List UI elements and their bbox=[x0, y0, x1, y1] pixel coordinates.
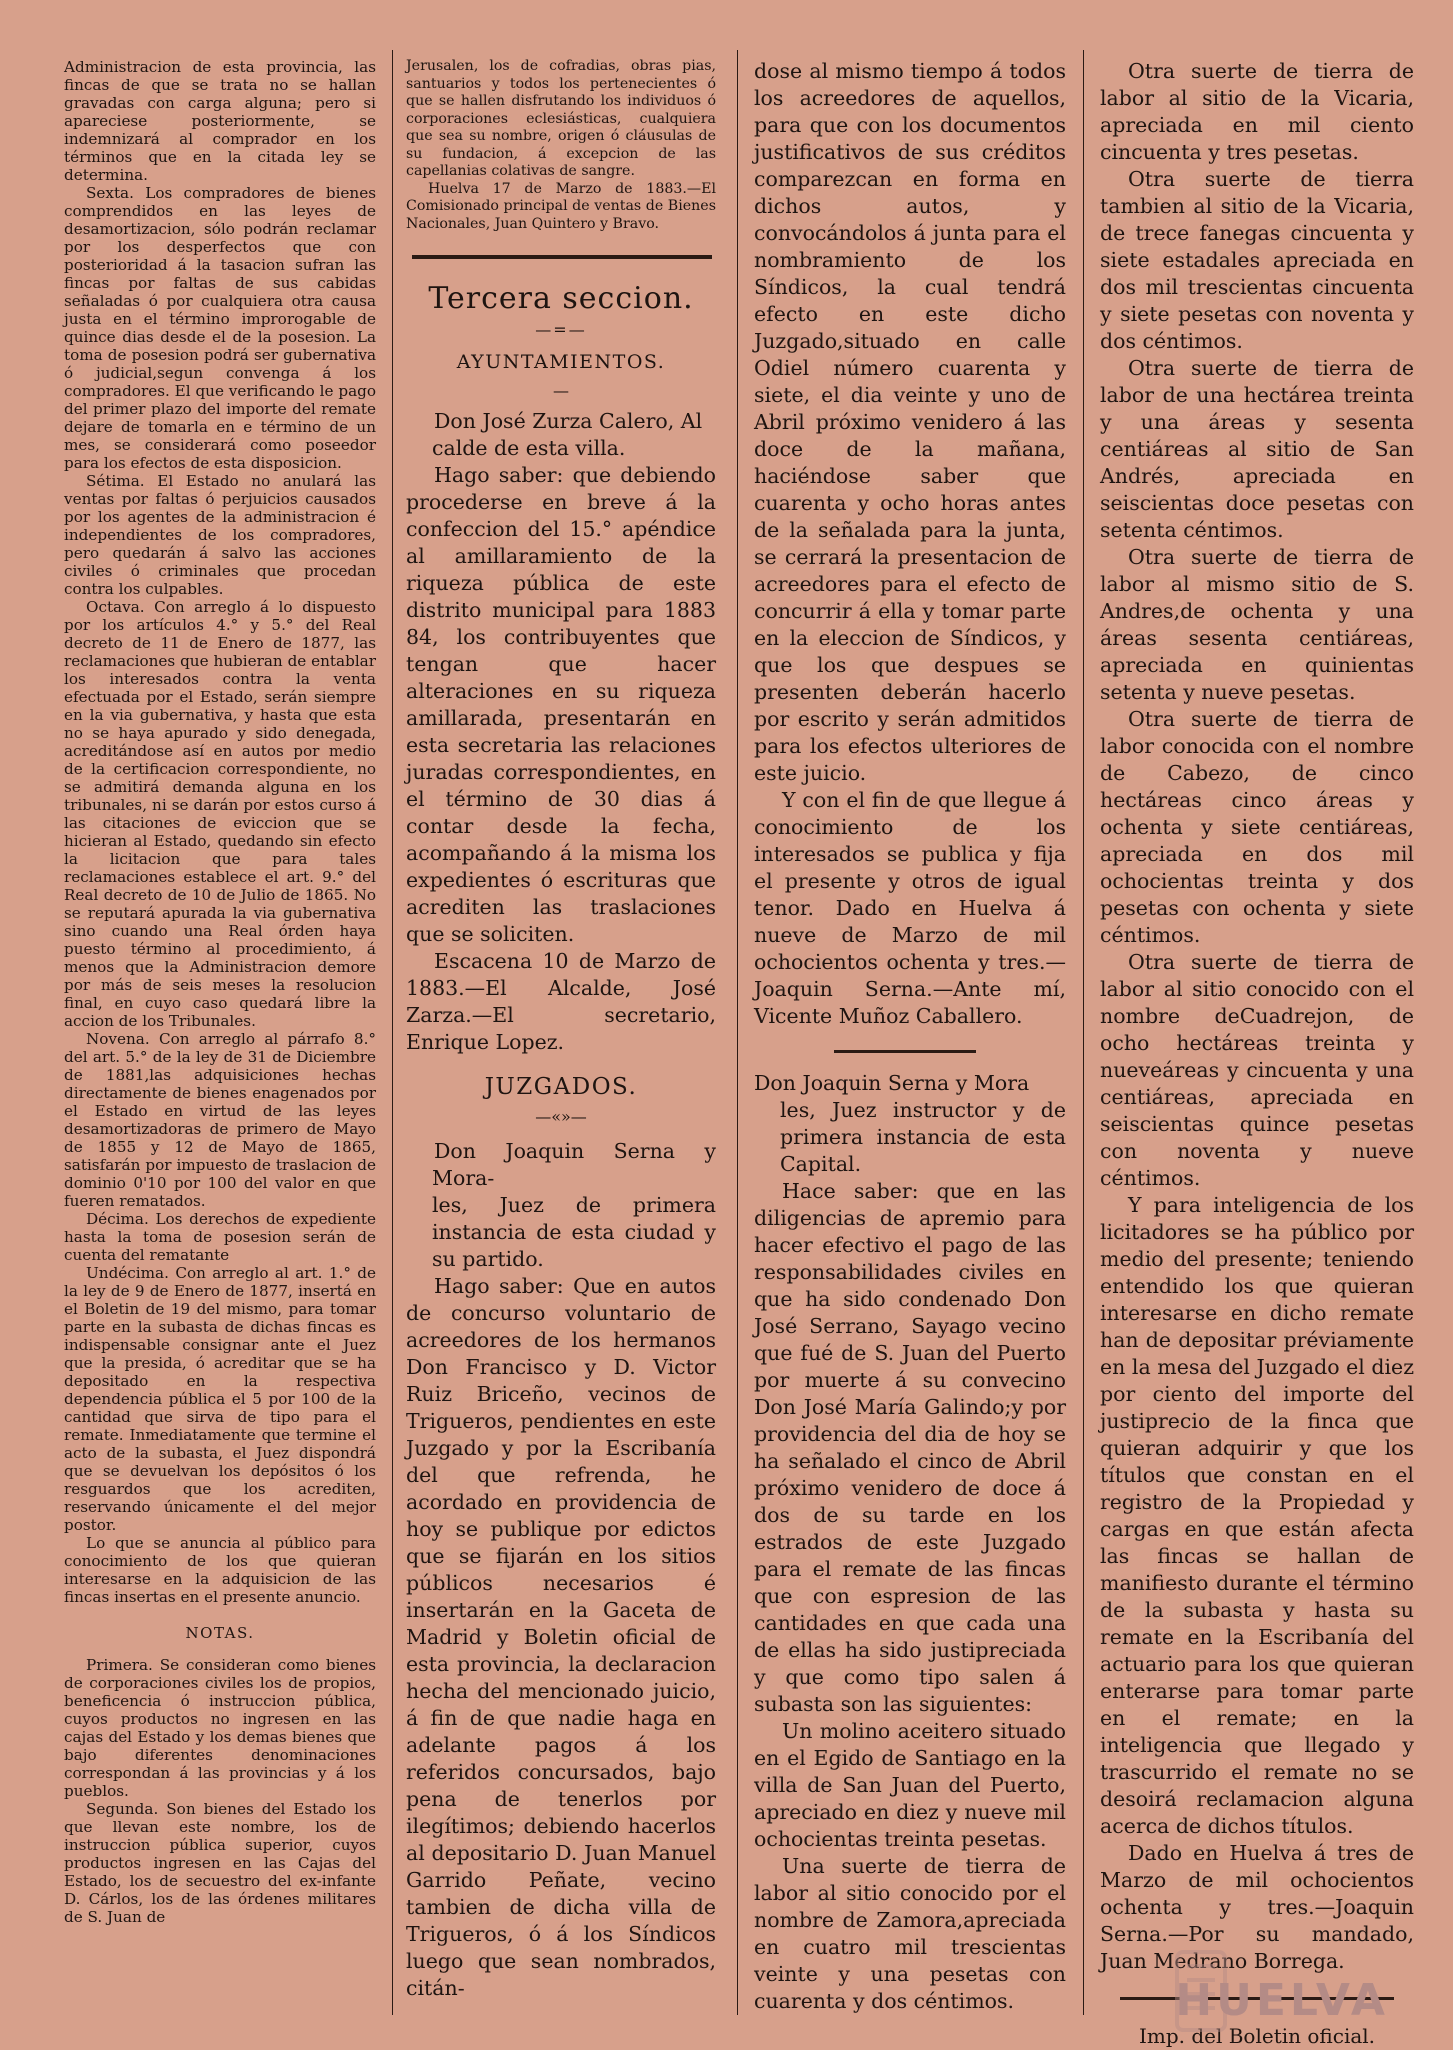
juzgado-header bbox=[754, 1070, 1066, 1178]
paragraph: Y para inteligencia de los licitadores se ha público por medio del presente; teniendo entendido los que quieran interesarse en dicho remate han de depositar préviamente en la mesa del Juzgado el diez por ciento del importe del justiprecio de la finca que quieran adquirir y que los títulos que constan en el registro de la Propiedad y cargas en que están afecta las fincas se hallan de manifiesto durante el término de la subasta y hasta su remate en la Escribanía del actuario para los que quieran enterarse para tomar parte en el remate; en la inteligencia que llegado y trascurrido el remate no se desoirá reclamacion alguna acerca de dichos títulos. bbox=[1100, 1193, 1414, 1838]
juzgados-heading: JUZGADOS. bbox=[484, 1074, 638, 1100]
paragraph-anuncio: Lo que se anuncia al público para conocimiento de los que quieran interesarse en la adquisicion de las fincas insertas en el presente anuncio. bbox=[64, 1534, 376, 1606]
paragraph: Otra suerte de tierra tambien al sitio de la Vicaria, de trece fanegas cincuenta y siete estadales apreciada en dos mil trescientas cincuenta y siete pesetas con noventa y dos céntimos. bbox=[1100, 167, 1414, 353]
paragraph: dose al mismo tiempo á todos los acreedores de aquellos, para que con los documentos justificativos de sus créditos comparezcan en forma en dichos autos, y convocándolos á junta para el nombramiento de los Síndicos, la cual tendrá efecto en este dicho Juzgado,situado en calle Odiel número cuarenta y siete, el dia veinte y uno de Abril próximo venidero á las doce de la mañana, haciéndose saber que cuarenta y ocho horas antes de la señalada para la junta, se cerrará la presentacion de acreedores para el efecto de concurrir á ella y tomar parte en la eleccion de Síndicos, y que los que despues se presenten deberán hacerlo por escrito y serán admitidos para los efectos ulteriores de este juicio. bbox=[754, 59, 1066, 785]
paragraph-setima: Sétima. El Estado no anulará las ventas por faltas ó perjuicios causados por los agentes de la administracion é independientes de los compradores, pero quedarán á salvo las acciones civiles ó criminales que procedan contra los culpables. bbox=[64, 472, 376, 598]
notas-heading: NOTAS. bbox=[185, 1624, 255, 1642]
paragraph-undecima: Undécima. Con arreglo al art. 1.° de la ley de 9 de Enero de 1877, insertá en el Boletin de 19 del mismo, para tomar parte en la subasta de dichas fincas es indispensable consignar ante el Juez que la presida, ó acreditar que se ha depositado en la respectiva dependencia pública el 5 por 100 de la cantidad que sirva de tipo para el remate. Inmediatamente que termine el acto de la subasta, el Juez dispondrá que se devuelvan los depósitos ó los resguardos que los acrediten, reservando únicamente el del mejor postor. bbox=[64, 1264, 376, 1534]
paragraph: Jerusalen, los de cofradias, obras pias, santuarios y todos los pertenecientes ó que se hallen disfrutando los individuos ó corporaciones eclesiásticas, cualquiera que sea su nombre, origen ó cláusulas de su fundacion, á excepcion de las capellanias colativas de sangre. bbox=[406, 58, 716, 179]
watermark-text: HUELVA bbox=[1175, 1975, 1389, 2026]
paragraph: Hago saber: Que en autos de concurso voluntario de acreedores de los hermanos Don Francisco y D. Victor Ruiz Briceño, vecinos de Trigueros, pendientes en este Juzgado y por la Escribanía del que refrenda, he acordado en providencia de hoy se publique por edictos que se fijarán en los sitios públicos necesarios é insertarán en la Gaceta de Madrid y Boletin oficial de esta provincia, la declaracion hecha del mencionado juicio, á fin de que nadie haga en adelante pagos á los referidos concursados, bajo pena de tenerlos por ilegítimos; debiendo hacerlos al depositario D. Juan Manuel Garrido Peñate, vecino tambien de dicha villa de Trigueros, ó á los Síndicos luego que sean nombrados, citán- bbox=[406, 1274, 716, 2000]
colophon: Imp. del Boletin oficial. bbox=[1138, 2024, 1376, 2048]
paragraph: Administracion de esta provincia, las fincas de que se trata no se hallan gravadas con carga alguna; pero si apareciese posteriormente, se indemnizará al comprador en los términos que en la citada ley se determina. bbox=[64, 58, 376, 184]
paragraph-decima: Décima. Los derechos de expediente hasta la toma de posesion serán de cuenta del rematante bbox=[64, 1210, 376, 1264]
paragraph: Hago saber: que debiendo procederse en breve á la confeccion del 15.° apéndice al amillaramiento de la riqueza pública de este distrito municipal para 1883 84, los contribuyentes que tengan que hacer alteraciones en su riqueza amillarada, presentarán en esta secretaria las relaciones juradas correspondientes, en el término de 30 dias á contar desde la fecha, acompañando á la misma los expedientes ó escrituras que acrediten las traslaciones que se soliciten. bbox=[406, 463, 716, 946]
column-divider bbox=[1083, 50, 1084, 2015]
paragraph: Un molino aceitero situado en el Egido de Santiago en la villa de San Juan del Puerto, apreciado en diez y nueve mil ochocientas treinta pesetas. bbox=[754, 1719, 1066, 1851]
paragraph: Otra suerte de tierra de labor al sitio conocido con el nombre deCuadrejon, de ocho hectáreas treinta y nueveáreas y cincuenta y una centiáreas, apreciada en seiscientas quince pesetas con noventa y nueve céntimos. bbox=[1100, 950, 1414, 1190]
column-3 bbox=[754, 58, 1066, 2018]
paragraph-sexta: Sexta. Los compradores de bienes comprendidos en las leyes de desamortizacion, sólo podrán reclamar por los desperfectos que con posterioridad á la tasacion sufran las fincas por faltas de sus cabidas señaladas ó por cualquiera otra causa justa en el término improrogable de quince dias desde el de la posesion. La toma de posesion podrá ser gubernativa ó judicial,segun convenga á los compradores. El que verificando le pago del primer plazo del importe del remate dejare de tomarla en e término de un mes, se considerará como poseedor para los efectos de esta disposicion. bbox=[64, 184, 376, 472]
section-title: Tercera seccion. bbox=[428, 281, 694, 316]
ayuntamiento-header bbox=[406, 408, 716, 462]
paragraph: Otra suerte de tierra de labor al mismo sitio de S. Andres,de ochenta y una áreas sesenta centiáreas, apreciada en quinientas setenta y nueve pesetas. bbox=[1100, 545, 1414, 704]
header-rest: les, Juez de primera instancia de esta ciudad y su partido. bbox=[432, 1193, 716, 1271]
header-rest: calde de esta villa. bbox=[432, 436, 626, 460]
signature-paragraph: Huelva 17 de Marzo de 1883.—El Comisionado principal de ventas de Bienes Nacionales, Juan Quintero y Bravo. bbox=[406, 180, 716, 232]
paragraph: Otra suerte de tierra de labor al sitio de la Vicaria, apreciada en mil ciento cincuenta y tres pesetas. bbox=[1100, 59, 1414, 164]
section-rule bbox=[412, 255, 712, 259]
paragraph-segunda: Segunda. Son bienes del Estado los que llevan este nombre, los de instruccion pública superior, cuyos productos ingresen en las Cajas del Estado, los de secuestro del ex-infante D. Cárlos, los de las órdenes militares de S. Juan de bbox=[64, 1800, 376, 1926]
header-first-line: Don Joaquin Serna y Mora- bbox=[432, 1139, 716, 1190]
paragraph: Dado en Huelva á tres de Marzo de mil ochocientos ochenta y tres.—Joaquin Serna.—Por su mandado, Juan Medrano Borrega. bbox=[1100, 1841, 1414, 1973]
header-rest: les, Juez instructor y de primera instancia de esta Capital. bbox=[780, 1098, 1066, 1176]
column-4 bbox=[1100, 58, 1414, 2048]
juzgado-header bbox=[406, 1138, 716, 1273]
paragraph: Escacena 10 de Marzo de 1883.—El Alcalde, José Zarza.—El secretario, Enrique Lopez. bbox=[406, 949, 716, 1054]
paragraph-octava: Octava. Con arreglo á lo dispuesto por los artículos 4.° y 5.° del Real decreto de 11 de Enero de 1877, las reclamaciones que hubieran de entablar los interesados contra la venta efectuada por el Estado, serán siempre en la via gubernativa, y hasta que esta no se haya apurado y sido denegada, acreditándose así en autos por medio de la certificacion correspondiente, no se admitirá demanda alguna en los tribunales, ni se darán por estos curso á las citaciones de eviccion que se hicieran al Estado, quedando sin efecto la licitacion que para tales reclamaciones establece el art. 9.° del Real decreto de 10 de Julio de 1865. No se reputará apurada la via gubernativa sino cuando una Real órden haya puesto término al procedimiento, á menos que la Administracion demore por más de seis meses la resolucion final, en cuyo caso quedará libre la accion de los Tribunales. bbox=[64, 598, 376, 1030]
ornament: —«»— bbox=[535, 1107, 587, 1126]
header-first-line: Don Joaquin Serna y Mora bbox=[754, 1071, 1030, 1095]
paragraph-novena: Novena. Con arreglo al párrafo 8.° del art. 5.° de la ley de 31 de Diciembre de 1881,las adquisiciones hechas directamente de bienes enagenados por el Estado en virtud de las leyes desamortizadoras de primero de Mayo de 1855 y 12 de Mayo de 1865, satisfarán por impuesto de traslacion de dominio 0'10 por 100 del valor en que fueren rematados. bbox=[64, 1030, 376, 1210]
column-divider bbox=[737, 50, 738, 2015]
column-1 bbox=[64, 58, 376, 2033]
paragraph: Una suerte de tierra de labor al sitio conocido por el nombre de Zamora,apreciada en cuatro mil trescientas veinte y una pesetas con cuarenta y dos céntimos. bbox=[754, 1854, 1066, 2013]
dash: — bbox=[553, 381, 569, 400]
paragraph: Y con el fin de que llegue á conocimiento de los interesados se publica y fija el presente y otros de igual tenor. Dado en Huelva á nueve de Marzo de mil ochocientos ochenta y tres.—Joaquin Serna.—Ante mí, Vicente Muñoz Caballero. bbox=[754, 788, 1066, 1028]
ayuntamientos-heading: AYUNTAMIENTOS. bbox=[456, 351, 666, 373]
separator-rule bbox=[834, 1050, 976, 1053]
paragraph-primera: Primera. Se consideran como bienes de corporaciones civiles los de propios, beneficencia ó instruccion pública, cuyos productos no ingresen en las cajas del Estado y los demas bienes que bajo diferentes denominaciones correspondan á las provincias y á los pueblos. bbox=[64, 1656, 376, 1800]
ornament: —=— bbox=[535, 320, 587, 339]
paragraph: Hace saber: que en las diligencias de apremio para hacer efectivo el pago de las responsabilidades civiles en que ha sido condenado Don José Serrano, Sayago vecino que fué de S. Juan del Puerto por muerte á su convecino Don José María Galindo;y por providencia del dia de hoy se ha señalado el cinco de Abril próximo venidero de doce á dos de su tarde en los estrados de este Juzgado para el remate de las fincas que con espresion de las cantidades en que cada una de ellas ha sido justipreciada y que como tipo salen á subasta son las siguientes: bbox=[754, 1179, 1066, 1716]
column-divider bbox=[392, 50, 393, 2015]
header-first-line: Don José Zurza Calero, Al bbox=[434, 409, 703, 433]
paragraph: Otra suerte de tierra de labor de una hectárea treinta y una áreas y sesenta centiáreas al sitio de San Andrés, apreciada en seiscientas doce pesetas con setenta céntimos. bbox=[1100, 356, 1414, 542]
column-2 bbox=[406, 58, 716, 2023]
paragraph: Otra suerte de tierra de labor conocida con el nombre de Cabezo, de cinco hectáreas cinco áreas y ochenta y siete centiáreas, apreciada en dos mil ochocientas treinta y dos pesetas con ochenta y siete céntimos. bbox=[1100, 707, 1414, 947]
